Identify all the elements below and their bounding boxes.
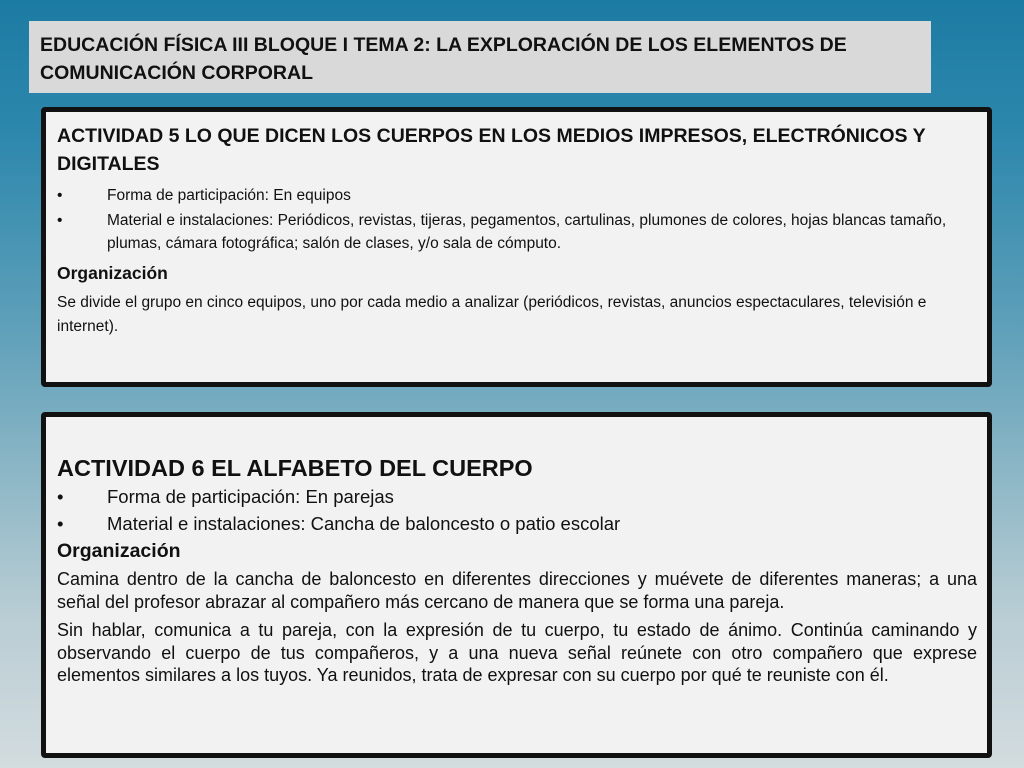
activity-6-participation-item bbox=[57, 483, 977, 510]
activity-5-participation-text: Forma de participación: En equipos bbox=[107, 187, 351, 204]
activity-6-paragraph-2: Sin hablar, comunica a tu pareja, con la expresión de tu cuerpo, tu estado de ánimo. Continúa caminando y observando el cuerpo de tus compañeros, y a una nueva señal reúnete con otro compañero que exprese elementos similares a los tuyos. Ya reunidos, trata de expresar con su cuerpo por qué te reuniste con él. bbox=[57, 620, 977, 685]
activity-6-bullet-list bbox=[57, 483, 977, 537]
bullet-icon: • bbox=[57, 513, 64, 534]
slide-title-box bbox=[29, 21, 931, 93]
slide-title bbox=[40, 31, 921, 87]
activity-5-bullet-list bbox=[57, 184, 977, 255]
activity-6-materials-text: Material e instalaciones: Cancha de baloncesto o patio escolar bbox=[107, 513, 621, 534]
activity-6-panel bbox=[41, 412, 992, 758]
activity-6-title: ACTIVIDAD 6 EL ALFABETO DEL CUERPO bbox=[57, 455, 533, 481]
activity-5-materials-text: Material e instalaciones: Periódicos, revistas, tijeras, pegamentos, cartulinas, plumones de colores, hojas blancas tamaño, plumas, cámara fotográfica; salón de clases, y/o sala de cómputo. bbox=[107, 212, 947, 252]
bullet-icon: • bbox=[57, 212, 63, 229]
activity-5-organization-text: Se divide el grupo en cinco equipos, uno por cada medio a analizar (periódicos, revistas, anuncios espectaculares, televisión e internet). bbox=[57, 294, 927, 335]
activity-6-materials-item bbox=[57, 510, 977, 537]
activity-6-organization-heading: Organización bbox=[57, 540, 181, 562]
activity-5-title: ACTIVIDAD 5 LO QUE DICEN LOS CUERPOS EN LOS MEDIOS IMPRESOS, ELECTRÓNICOS Y DIGITALES bbox=[57, 125, 926, 175]
activity-5-organization-heading: Organización bbox=[57, 263, 168, 283]
activity-5-participation-item bbox=[57, 184, 977, 207]
slide-title-line-1: EDUCACIÓN FÍSICA III BLOQUE I TEMA 2: LA EXPLORACIÓN DE LOS ELEMENTOS DE bbox=[40, 34, 847, 56]
activity-6-paragraph-1: Camina dentro de la cancha de baloncesto en diferentes direcciones y muévete de diferentes maneras; a una señal del profesor abrazar al compañero más cercano de manera que se forma una pareja. bbox=[57, 569, 977, 612]
bullet-icon: • bbox=[57, 486, 64, 507]
activity-5-panel bbox=[41, 107, 992, 387]
activity-5-materials-item bbox=[57, 209, 977, 255]
activity-6-participation-text: Forma de participación: En parejas bbox=[107, 486, 394, 507]
slide-title-line-2: COMUNICACIÓN CORPORAL bbox=[40, 62, 313, 84]
bullet-icon: • bbox=[57, 187, 63, 204]
